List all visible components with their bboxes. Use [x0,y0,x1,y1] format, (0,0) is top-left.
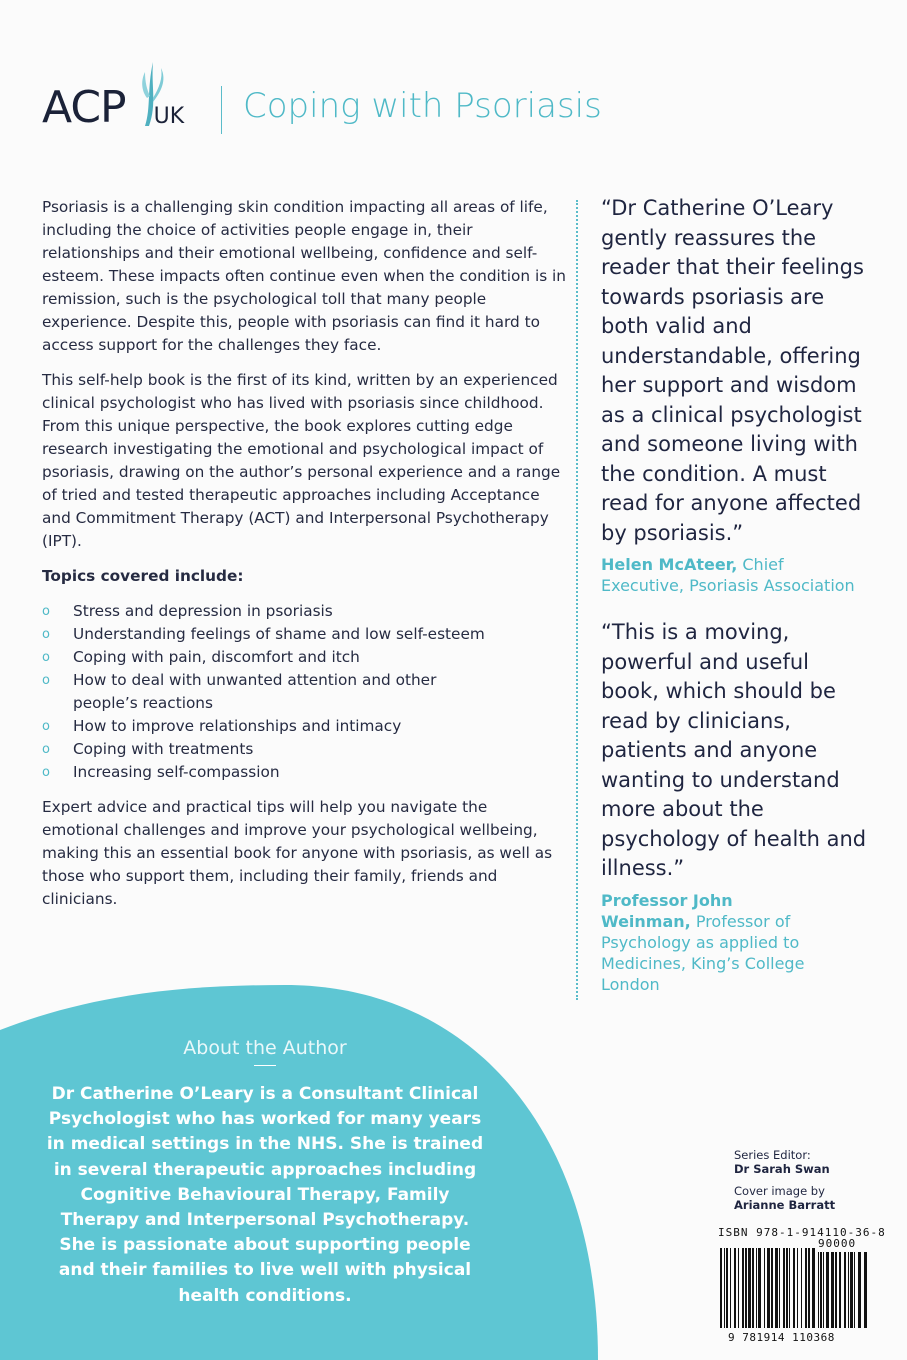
barcode [718,1238,868,1330]
blurb [42,196,567,923]
book-title: Coping with Psoriasis [243,86,602,126]
about-text: Dr Catherine O’Leary is a Consultant Clinical Psychologist who has worked for many years in medical settings in the NHS. She is trained in several therapeutic approaches including Cognitive Behavioural Therapy, Family Therapy and Interpersonal Psychotherapy. She is passionate about supporting people and their families to live well with physical health conditions. [46,1084,484,1306]
list-item: o Increasing self-compassion [42,761,567,784]
list-item: o Understanding feelings of shame and low self-esteem [42,623,567,646]
list-item: o Coping with pain, discomfort and itch [42,646,567,669]
bullet-icon: o [42,673,50,688]
endorsement-quote: “This is a moving, powerful and useful book, which should be read by clinicians, patients and anyone wanting to understand more about the psychology of health and illness.” [601,620,867,880]
list-item: o How to deal with unwanted attention and other people’s reactions [42,671,437,712]
credits [734,1148,835,1212]
logo-uk: UK [153,104,185,129]
acp-uk-logo [42,82,185,133]
list-item: o Coping with treatments [42,738,567,761]
leaf-icon [139,58,169,128]
topics-list [42,600,567,784]
series-editor: Dr Sarah Swan [734,1162,830,1176]
blurb-paragraph: This self-help book is the first of its kind, written by an experienced clinical psychologist who has lived with psoriasis since childhood. From this unique perspective, the book explores cutting edge research investigating the emotional and psychological impact of psoriasis, drawing on the author’s personal experience and a range of tried and tested therapeutic approaches including Acceptance and Commitment Therapy (ACT) and Interpersonal Psychotherapy (IPT). [42,371,561,550]
about-heading: About the Author [183,1037,347,1059]
list-item: o How to improve relationships and intimacy [42,715,567,738]
logo-acp: ACP [42,82,126,133]
barcode-number: 9 781914 110368 [728,1331,835,1344]
endorsement-quote: “Dr Catherine O’Leary gently reassures the reader that their feelings towards psoriasis are both valid and understandable, offering her support and wisdom as a clinical psychologist and someone living with the condition. A must read for anyone affected by psoriasis.” [601,196,864,545]
bullet-icon: o [42,765,50,780]
blurb-paragraph: Expert advice and practical tips will help you navigate the emotional challenges and improve your psychological wellbeing, making this an essential book for anyone with psoriasis, as well as those who support them, including their family, friends and clinicians. [42,798,553,908]
endorsement-attribution: Professor John Weinman, Professor of Psychology as applied to Medicines, King’s College London [601,890,805,994]
bullet-icon: o [42,604,50,619]
series-editor-label: Series Editor: [734,1148,811,1162]
price-code: 90000 [818,1237,857,1250]
isbn-text: ISBN 978-1-914110-36-8 [718,1226,886,1239]
bullet-icon: o [42,650,50,665]
endorsement-attribution: Helen McAteer, Chief Executive, Psoriasis Association [601,555,855,595]
header-divider [221,86,222,134]
cover-image-label: Cover image by [734,1184,825,1198]
list-item: o Stress and depression in psoriasis [42,600,567,623]
cover-image-credit: Arianne Barratt [734,1198,836,1212]
bullet-icon: o [42,742,50,757]
about-dash [254,1065,276,1066]
bullet-icon: o [42,627,50,642]
blurb-paragraph: Psoriasis is a challenging skin condition impacting all areas of life, including the choice of activities people engage in, their relationships and their emotional wellbeing, confidence and self-esteem. These impacts often continue even when the condition is in remission, such is the psychological toll that many people experience. Despite this, people with psoriasis can find it hard to access support for the challenges they face. [42,198,567,354]
endorsements [601,194,871,1017]
topics-heading: Topics covered include: [42,567,244,585]
about-author [40,1037,490,1309]
dotted-divider [576,200,578,1000]
bullet-icon: o [42,719,50,734]
